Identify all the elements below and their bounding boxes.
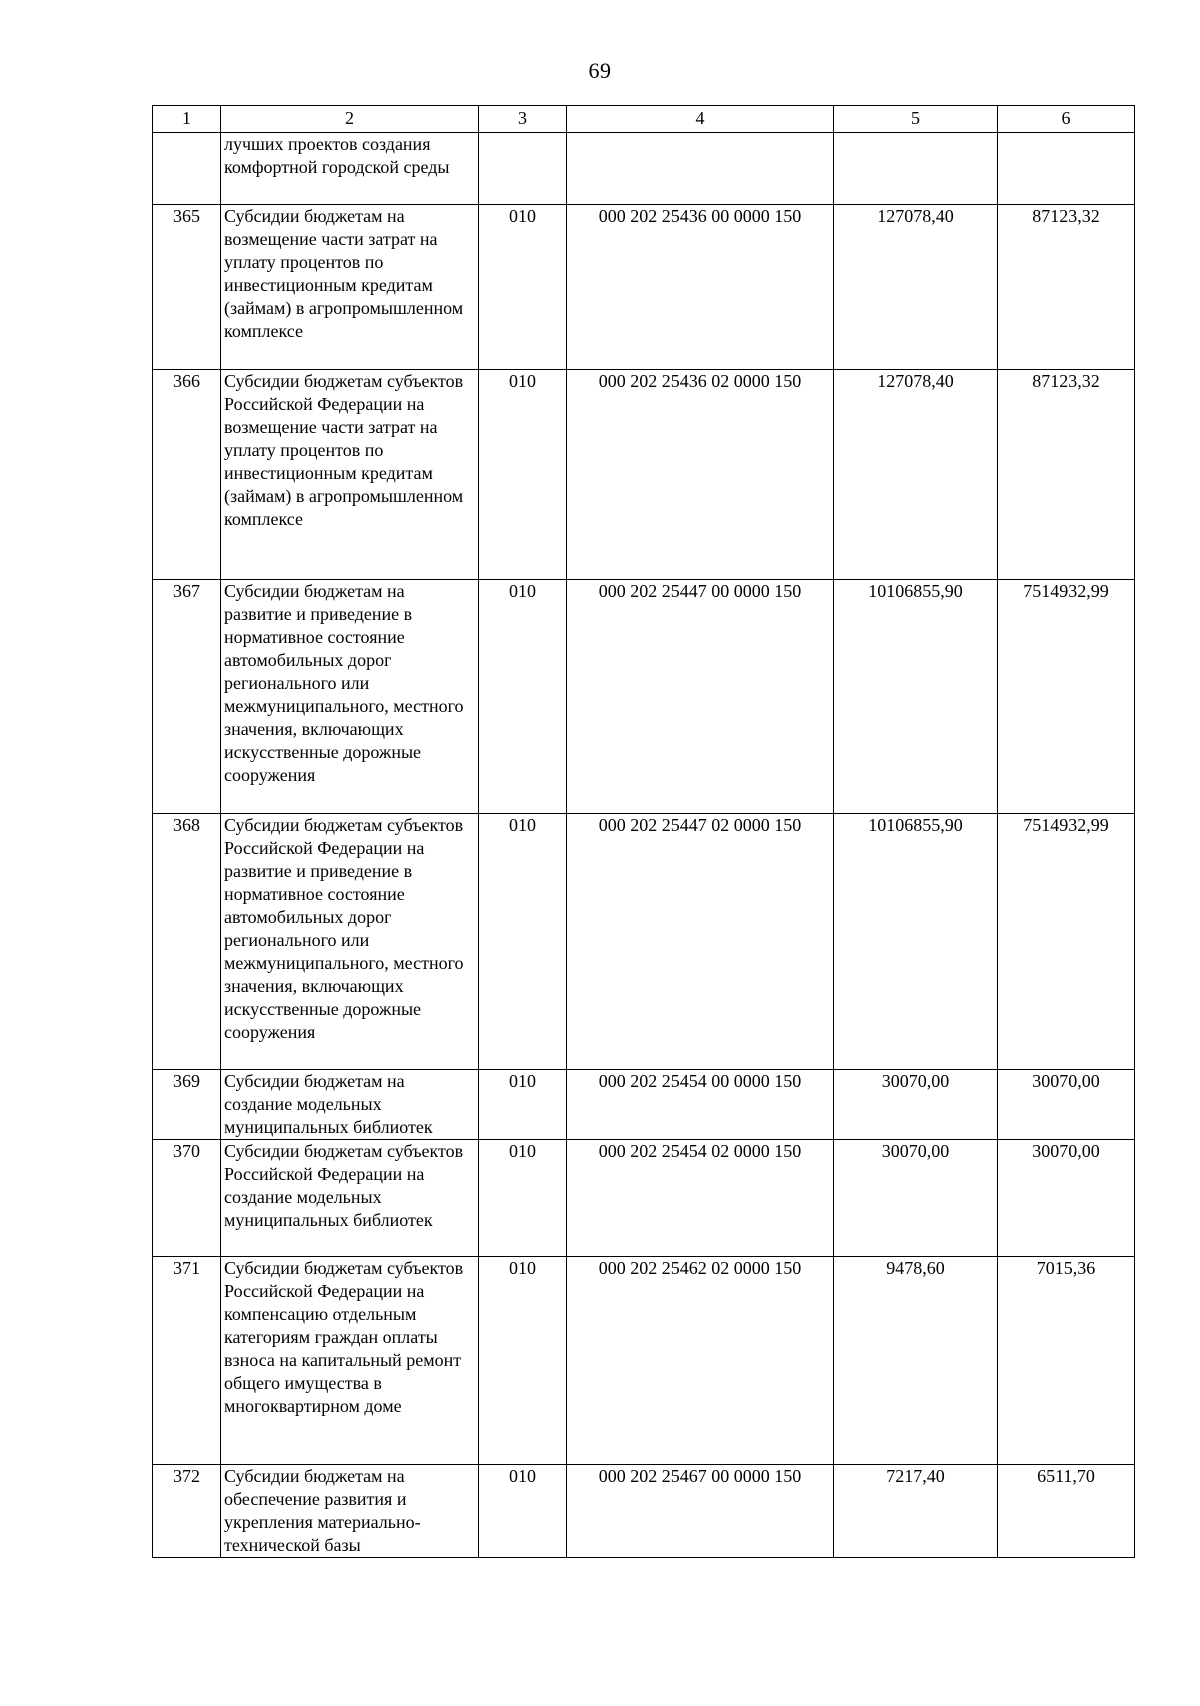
row-number: 372 xyxy=(153,1465,221,1558)
row-number: 366 xyxy=(153,370,221,580)
column-header-1: 1 xyxy=(153,106,221,133)
row-fact xyxy=(998,133,1135,205)
row-plan: 127078,40 xyxy=(834,370,998,580)
row-fact: 7514932,99 xyxy=(998,814,1135,1070)
row-number xyxy=(153,133,221,205)
row-number: 371 xyxy=(153,1257,221,1465)
row-plan: 30070,00 xyxy=(834,1140,998,1257)
row-number: 368 xyxy=(153,814,221,1070)
row-plan: 7217,40 xyxy=(834,1465,998,1558)
row-number: 370 xyxy=(153,1140,221,1257)
row-fact: 7015,36 xyxy=(998,1257,1135,1465)
row-code: 000 202 25454 00 0000 150 xyxy=(567,1070,834,1140)
table-row xyxy=(153,1070,1135,1140)
row-plan: 10106855,90 xyxy=(834,814,998,1070)
row-plan: 127078,40 xyxy=(834,205,998,370)
row-code: 000 202 25447 00 0000 150 xyxy=(567,580,834,814)
table-row xyxy=(153,580,1135,814)
page-number: 69 xyxy=(588,58,612,83)
row-plan xyxy=(834,133,998,205)
row-code: 000 202 25462 02 0000 150 xyxy=(567,1257,834,1465)
column-header-6: 6 xyxy=(998,106,1135,133)
row-name: Субсидии бюджетам на развитие и приведение в нормативное состояние автомобильных дорог регионального или межмуниципального, местного значения, включающих искусственные дорожные сооружения xyxy=(221,580,479,814)
table-row xyxy=(153,1140,1135,1257)
row-code: 000 202 25454 02 0000 150 xyxy=(567,1140,834,1257)
row-name: Субсидии бюджетам субъектов Российской Федерации на создание модельных муниципальных библиотек xyxy=(221,1140,479,1257)
row-grbs: 010 xyxy=(479,1070,567,1140)
row-fact: 7514932,99 xyxy=(998,580,1135,814)
row-name: Субсидии бюджетам субъектов Российской Федерации на компенсацию отдельным категориям граждан оплаты взноса на капитальный ремонт общего имущества в многоквартирном доме xyxy=(221,1257,479,1465)
table-row xyxy=(153,205,1135,370)
table-row xyxy=(153,133,1135,205)
column-header-5: 5 xyxy=(834,106,998,133)
row-number: 369 xyxy=(153,1070,221,1140)
row-grbs: 010 xyxy=(479,580,567,814)
row-number: 365 xyxy=(153,205,221,370)
table-header-row xyxy=(153,106,1135,133)
row-name: Субсидии бюджетам на обеспечение развития и укрепления материально-технической базы xyxy=(221,1465,479,1558)
row-code: 000 202 25436 02 0000 150 xyxy=(567,370,834,580)
row-grbs: 010 xyxy=(479,1140,567,1257)
row-grbs: 010 xyxy=(479,814,567,1070)
table-row xyxy=(153,1257,1135,1465)
row-plan: 9478,60 xyxy=(834,1257,998,1465)
row-fact: 30070,00 xyxy=(998,1140,1135,1257)
row-number: 367 xyxy=(153,580,221,814)
row-fact: 87123,32 xyxy=(998,370,1135,580)
row-plan: 30070,00 xyxy=(834,1070,998,1140)
row-fact: 6511,70 xyxy=(998,1465,1135,1558)
row-grbs: 010 xyxy=(479,370,567,580)
row-name: Субсидии бюджетам субъектов Российской Федерации на развитие и приведение в нормативное состояние автомобильных дорог регионального или межмуниципального, местного значения, включающих искусственные дорожные сооружения xyxy=(221,814,479,1070)
row-code: 000 202 25436 00 0000 150 xyxy=(567,205,834,370)
row-fact: 87123,32 xyxy=(998,205,1135,370)
table-row xyxy=(153,370,1135,580)
row-code: 000 202 25447 02 0000 150 xyxy=(567,814,834,1070)
column-header-3: 3 xyxy=(479,106,567,133)
table-row xyxy=(153,1465,1135,1558)
row-fact: 30070,00 xyxy=(998,1070,1135,1140)
row-grbs xyxy=(479,133,567,205)
row-grbs: 010 xyxy=(479,1465,567,1558)
budget-table xyxy=(152,105,1135,1558)
column-header-2: 2 xyxy=(221,106,479,133)
table-row xyxy=(153,814,1135,1070)
row-name: Субсидии бюджетам субъектов Российской Федерации на возмещение части затрат на уплату процентов по инвестиционным кредитам (займам) в агропромышленном комплексе xyxy=(221,370,479,580)
row-name: Субсидии бюджетам на создание модельных муниципальных библиотек xyxy=(221,1070,479,1140)
row-code xyxy=(567,133,834,205)
column-header-4: 4 xyxy=(567,106,834,133)
row-name: лучших проектов создания комфортной городской среды xyxy=(221,133,479,205)
row-plan: 10106855,90 xyxy=(834,580,998,814)
row-name: Субсидии бюджетам на возмещение части затрат на уплату процентов по инвестиционным кредитам (займам) в агропромышленном комплексе xyxy=(221,205,479,370)
row-grbs: 010 xyxy=(479,205,567,370)
row-grbs: 010 xyxy=(479,1257,567,1465)
row-code: 000 202 25467 00 0000 150 xyxy=(567,1465,834,1558)
